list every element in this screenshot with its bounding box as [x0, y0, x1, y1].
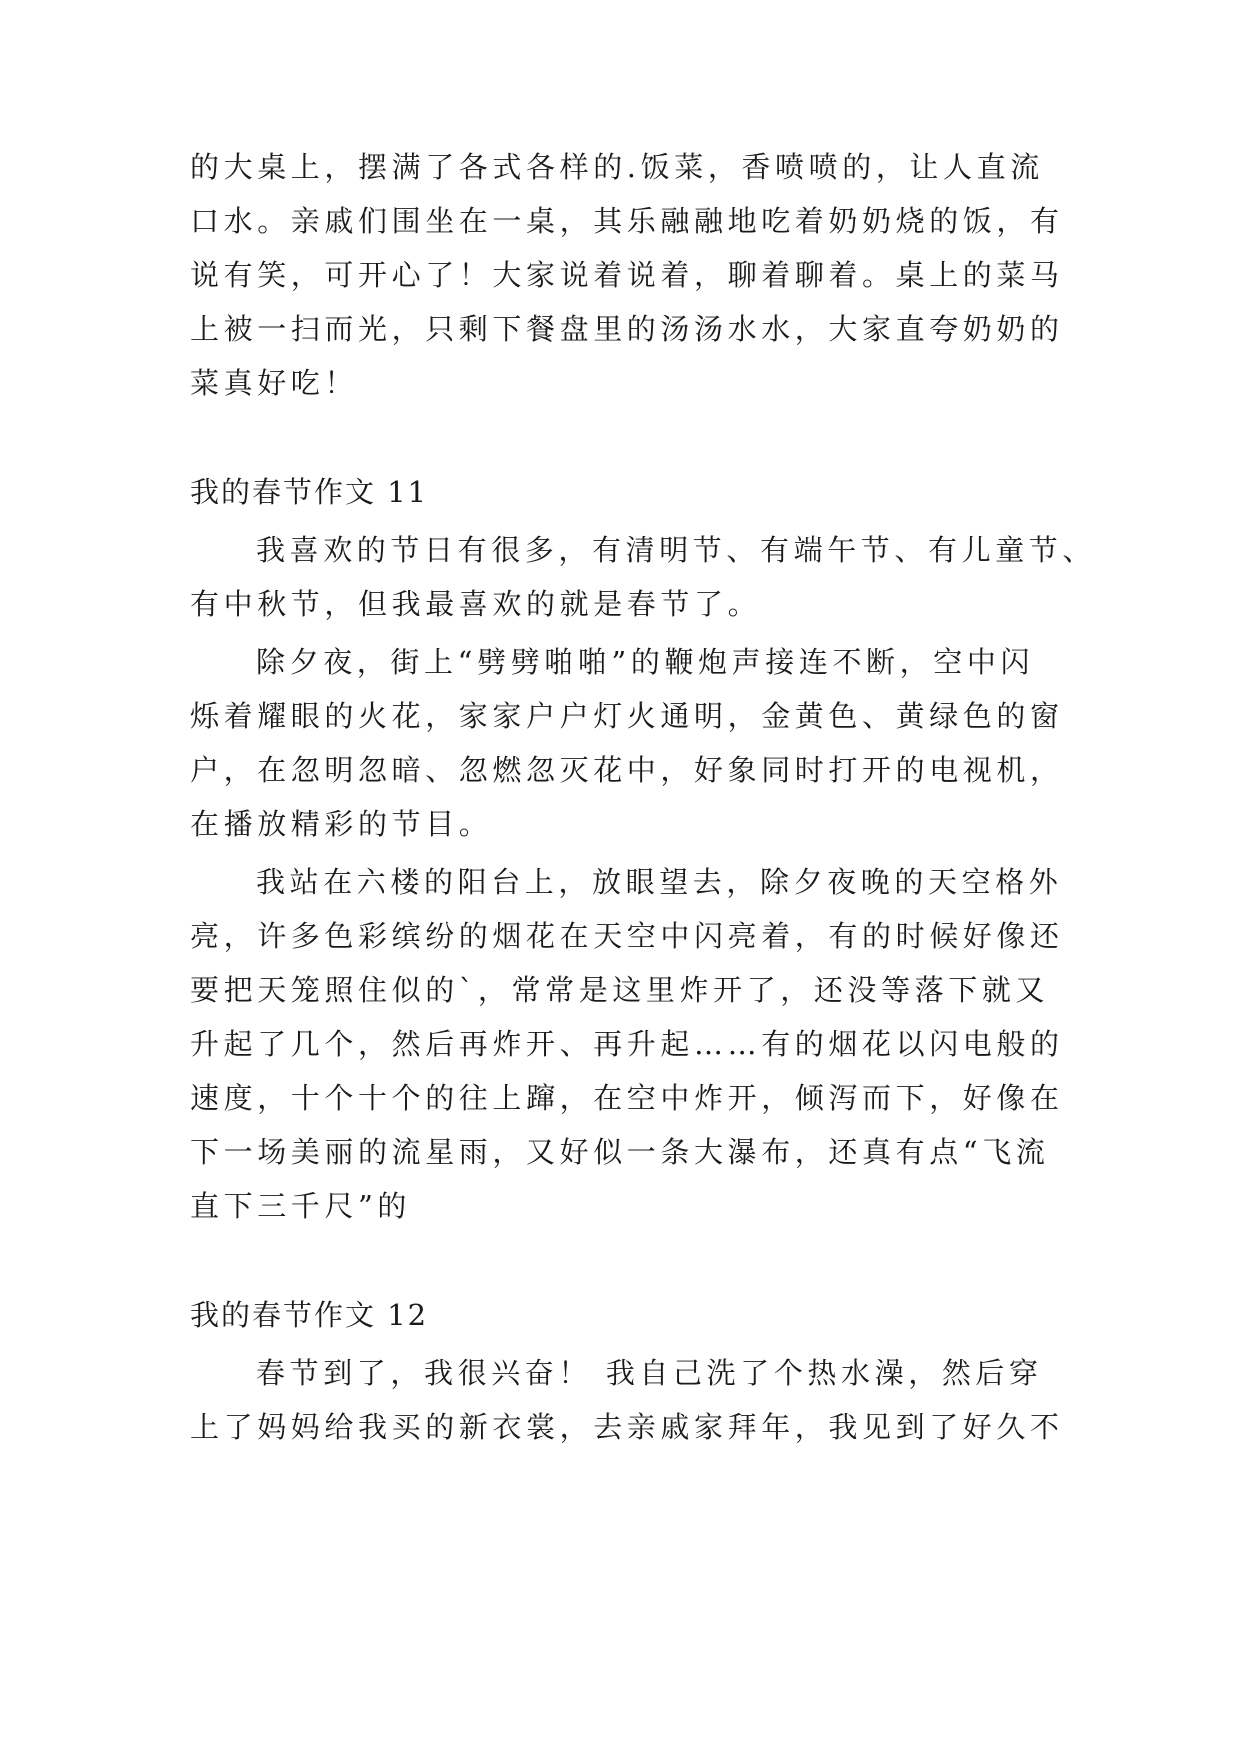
text-line: 上被一扫而光，只剩下餐盘里的汤汤水水，大家直夸奶奶的 — [190, 312, 1064, 346]
text-line: 我喜欢的节日有很多，有清明节、有端午节、有儿童节、 — [256, 533, 1097, 567]
text-line: 直下三千尺”的 — [190, 1189, 412, 1223]
text-line: 下一场美丽的流星雨，又好似一条大瀑布，还真有点“飞流 — [190, 1135, 1050, 1169]
text-line: 我站在六楼的阳台上，放眼望去，除夕夜晚的天空格外 — [256, 865, 1063, 899]
section-heading: 我的春节作文 11 — [190, 475, 429, 509]
text-line: 上了妈妈给我买的新衣裳，去亲戚家拜年，我见到了好久不 — [190, 1410, 1064, 1444]
text-line: 说有笑，可开心了！大家说着说着，聊着聊着。桌上的菜马 — [190, 258, 1064, 292]
text-line: 烁着耀眼的火花，家家户户灯火通明，金黄色、黄绿色的窗 — [190, 699, 1064, 733]
text-line: 除夕夜，街上“劈劈啪啪”的鞭炮声接连不断，空中闪 — [256, 645, 1035, 679]
text-line: 升起了几个，然后再炸开、再升起……有的烟花以闪电般的 — [190, 1027, 1064, 1061]
text-line: 速度，十个十个的往上蹿，在空中炸开，倾泻而下，好像在 — [190, 1081, 1064, 1115]
section-heading: 我的春节作文 12 — [190, 1298, 429, 1332]
text-line: 的大桌上，摆满了各式各样的.饭菜，香喷喷的，让人直流 — [190, 150, 1044, 184]
text-line: 要把天笼照住似的`，常常是这里炸开了，还没等落下就又 — [190, 973, 1050, 1007]
text-line: 有中秋节，但我最喜欢的就是春节了。 — [190, 587, 762, 621]
text-line: 春节到了，我很兴奋！ 我自己洗了个热水澡，然后穿 — [256, 1356, 1043, 1390]
text-line: 户，在忽明忽暗、忽燃忽灭花中，好象同时打开的电视机， — [190, 753, 1064, 787]
text-line: 口水。亲戚们围坐在一桌，其乐融融地吃着奶奶烧的饭，有 — [190, 204, 1064, 238]
text-line: 亮，许多色彩缤纷的烟花在天空中闪亮着，有的时候好像还 — [190, 919, 1064, 953]
text-line: 在播放精彩的节目。 — [190, 807, 493, 841]
text-line: 菜真好吃！ — [190, 366, 359, 400]
